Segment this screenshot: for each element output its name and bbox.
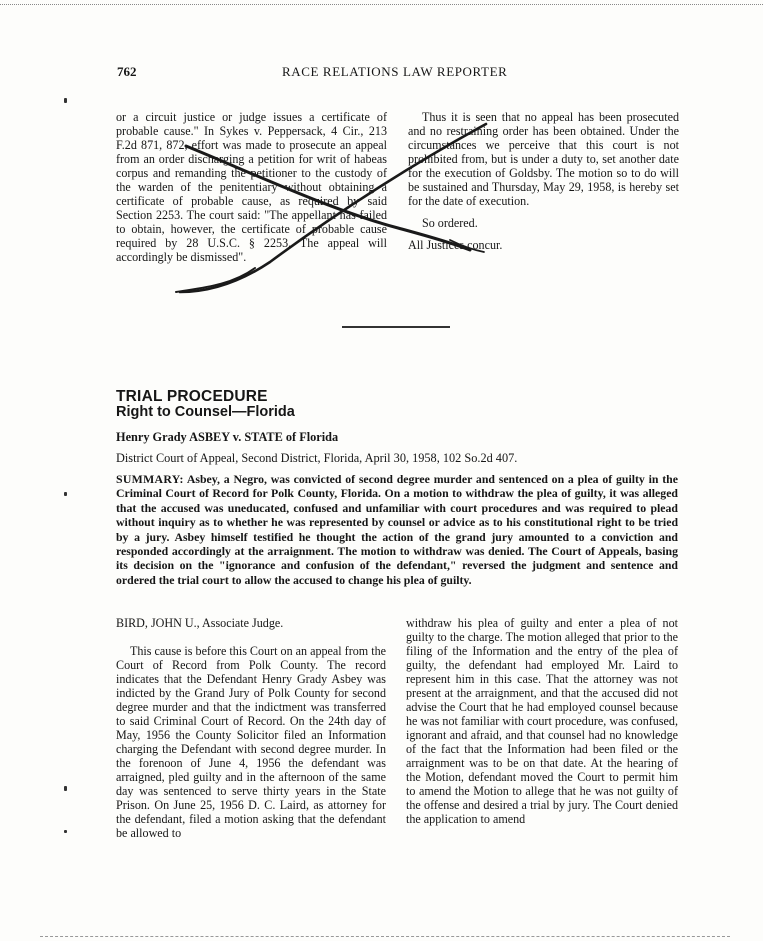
previous-opinion-right-column	[408, 110, 679, 252]
page-header	[110, 64, 680, 84]
opinion-right-paragraph: withdraw his plea of guilty and enter a plea of not guilty to the charge. The motion alleged that prior to the filing of the Information and the entry of the plea of guilty, the defendant had employed Mr. Laird to represent him in this case. That the attorney was not present at the arraignment, and that the accused did not advise the Court that he had employed counsel because he was not familiar with court procedure, was confused, ignorant and afraid, and that counsel had no knowledge of the fact that the Information had been filed or the arraignment was to be on that date. At the hearing of the Motion, defendant moved the Court to permit him to amend the Motion to allege that he was not guilty of the offense and desired a trial by jury. The Court denied the application to amend	[406, 616, 678, 826]
previous-opinion-left-column	[116, 110, 387, 264]
underline-flourish	[176, 268, 255, 292]
running-head: RACE RELATIONS LAW REPORTER	[282, 64, 508, 79]
section-title: TRIAL PROCEDURE	[116, 388, 268, 405]
margin-mark	[64, 492, 67, 496]
opinion-right-column	[406, 616, 678, 826]
margin-mark	[64, 830, 67, 833]
margin-mark	[64, 98, 67, 103]
page-number: 762	[117, 64, 137, 79]
summary-text: Asbey, a Negro, was convicted of second degree murder and sentenced on a plea of guilty in the Criminal Court of Record for Polk County, Florida. On a motion to withdraw the plea of guilty, it was alleged that the accused was uneducated, confused and unfamiliar with court procedures and was required to plead without inquiry as to whether he was represented by counsel or advice as to his constitutional right to be tried by a jury. Asbey himself testified he thought the action of the grand jury amounted to a conviction and responded accordingly at the arraignment. The motion to withdraw was denied. The Court of Appeals, basing its decision on the "ignorance and confusion of the defendant," reversed the judgment and sentence and ordered the trial court to allow the accused to change his plea of guilty.	[116, 472, 678, 587]
bottom-border	[40, 936, 730, 937]
justices-concur: All Justices concur.	[408, 238, 503, 252]
case-citation: District Court of Appeal, Second District, Florida, April 30, 1958, 102 So.2d 407.	[116, 451, 518, 465]
margin-mark	[64, 786, 67, 791]
previous-opinion-left-text: or a circuit justice or judge issues a certificate of probable cause." In Sykes v. Peppersack, 4 Cir., 213 F.2d 871, 872, effort was made to prosecute an appeal from an order discharging a petition for writ of habeas corpus and remanding the petitioner to the custody of the warden of the penitentiary without obtaining a certificate of probable cause, as required by said Section 2253. The court said: "The appellant has failed to obtain, however, the certificate of probable cause required by 28 U.S.C. § 2253. The appeal will accordingly be dismissed".	[116, 110, 387, 264]
opinion-left-column	[116, 616, 386, 840]
summary-label: SUMMARY:	[116, 472, 184, 486]
so-ordered: So ordered.	[422, 216, 478, 230]
section-divider	[342, 326, 450, 328]
case-title: Henry Grady ASBEY v. STATE of Florida	[116, 430, 339, 444]
top-border	[0, 4, 763, 5]
judge-name: BIRD, JOHN U., Associate Judge.	[116, 616, 284, 630]
opinion-left-paragraph: This cause is before this Court on an appeal from the Court of Record from Polk County. The record indicates that the Defendant Henry Grady Asbey was indicted by the Grand Jury of Polk County for second degree murder and that the indictment was transferred to said Criminal Court of Record. On the 24th day of May, 1956 the County Solicitor filed an Information charging the Defendant with second degree murder. In the forenoon of June 4, 1956 the defendant was arraigned, pled guilty and in the afternoon of the same day was sentenced to serve thirty years in the State Prison. On June 25, 1956 D. C. Laird, as attorney for the defendant, filed a motion asking that the defendant be allowed to	[116, 644, 386, 840]
case-summary	[116, 472, 678, 587]
previous-opinion-conclusion: Thus it is seen that no appeal has been prosecuted and no restraining order has been obtained. Under the circumstances we perceive that this court is not prohibited from, but is under a duty to, set another date for the execution of Goldsby. The motion so to do will be sustained and Thursday, May 29, 1958, is hereby set for the date of execution.	[408, 110, 679, 208]
section-subtitle: Right to Counsel—Florida	[116, 404, 295, 420]
